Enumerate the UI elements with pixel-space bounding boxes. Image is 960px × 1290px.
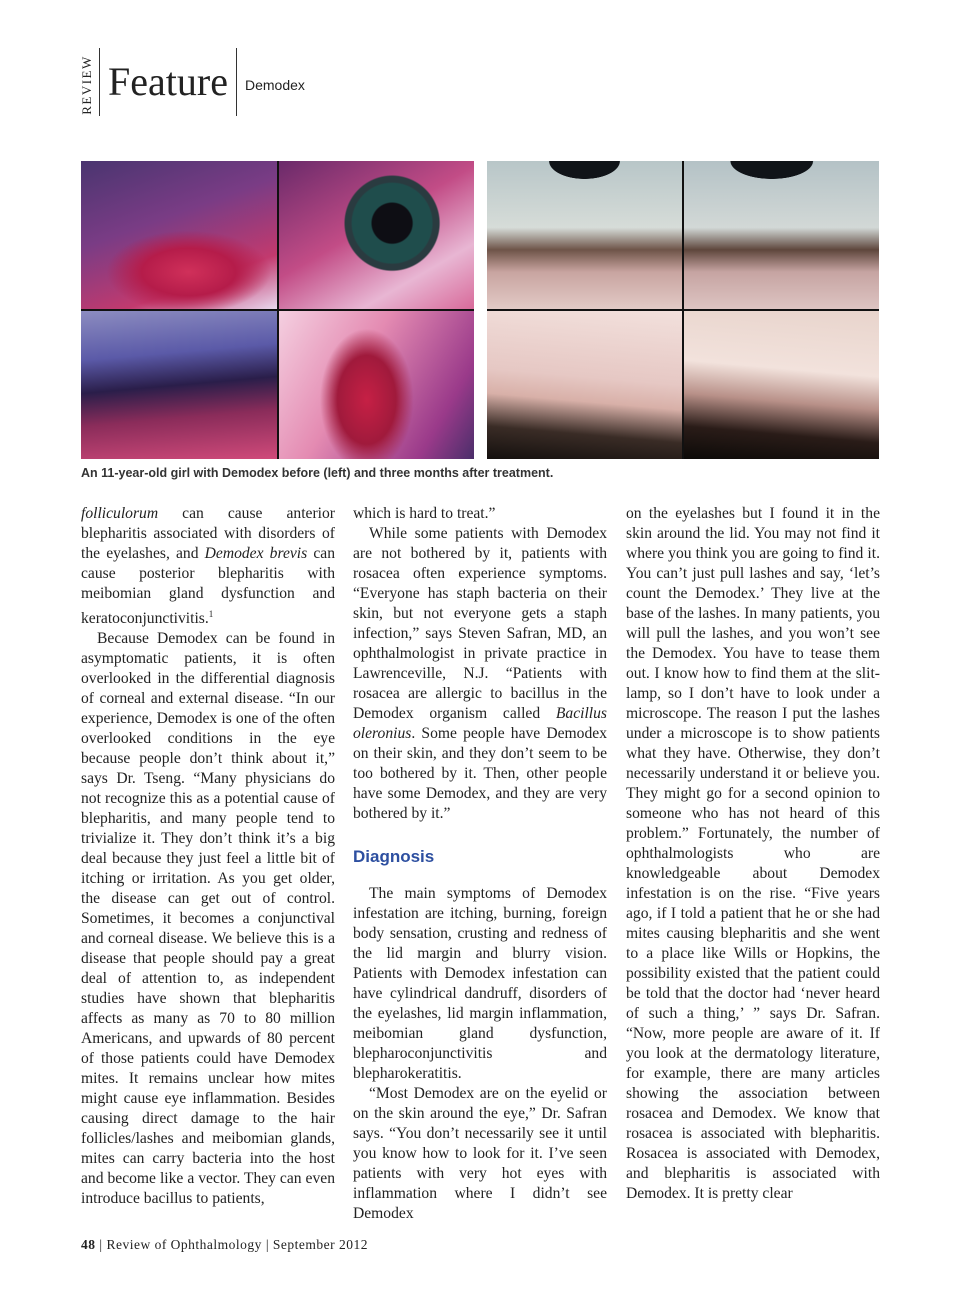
eye-photo [684, 311, 879, 459]
eye-photo [279, 311, 475, 459]
paragraph: The main symptoms of Demodex infestation are itching, burning, foreign body sensation, crusting and redness of the lid margin and blurry vision. Patients with Demodex infestation can have cylindrical dandruff, disorders of the eyelashes, lid margin inflammation, meibomian gland dysfunction, blepharoconjunctivitis and blepharokeratitis. [353, 885, 607, 1082]
eye-photo [279, 161, 475, 309]
header-divider [99, 48, 100, 116]
eye-photo [81, 311, 277, 459]
paragraph: on the eyelashes but I found it in the skin around the lid. You may not find it where you think you are going to find it. You can’t just pull lashes and say, ‘let’s count the Demodex.’ They live at the base of the lashes. In many patients, you will pull the lashes, and you won’t see the Demodex. You have to tease them out. I know how to find them at the slit-lamp, so I don’t have to look under a microscope. The reason I put the lashes under a microscope is to show patients what they have. Otherwise, they don’t necessarily understand it or believe you. They might go for a second opinion to someone who has not heard of this problem.” Fortunately, the number of ophthalmologists who are knowledgeable about Demodex infestation is on the rise. “Five years ago, if I told a patient that he or she had mites causing blepharitis and she went to a place like Wills or Hopkins, the possibility existed that the patient could be told that the doctor had ‘never heard of such a thing,’ ” says Dr. Safran. “Now, more people are aware of it. If you look at the dermatology literature, for example, there are many articles showing the association between rosacea and Demodex. We know that rosacea is associated with blepharitis. Rosacea is associated with Demodex, and blepharitis is associated with Demodex. It is pretty clear [626, 505, 880, 1202]
page-number: 48 [81, 1237, 96, 1252]
paragraph: which is hard to treat.” [353, 505, 496, 522]
after-treatment-photos [487, 161, 879, 459]
journal-name: Review of Ophthalmology [106, 1237, 262, 1252]
page-footer: 48 | Review of Ophthalmology | September 2012 [81, 1237, 368, 1252]
paragraph: “Most Demodex are on the eyelid or on the skin around the eye,” Dr. Safran says. “You don’t necessarily see it until you know how to look for it. I’ve seen patients with very hot eyes with inflammation where I didn’t see Demodex [353, 1085, 607, 1222]
header-divider [236, 48, 237, 116]
eye-photo [684, 161, 879, 309]
eye-photo [81, 161, 277, 309]
paragraph: Because Demodex can be found in asymptomatic patients, it is often overlooked in the differential diagnosis of corneal and external disease. “In our experience, Demodex is one of the often overlooked conditions in the eye because people don’t think about it,” says Dr. Tseng. “Many physicians do not recognize this as a potential cause of blepharitis, and many people tend to trivialize it. They don’t think it’s a big deal because they just feel a little bit of itching or irritation. As you get older, the disease can get out of control. Sometimes, it becomes a conjunctival and corneal disease. We believe this is a disease that people should pay a great deal of attention to, as independent studies have shown that blepharitis affects as many as 70 to 80 million Americans, and upwards of 80 percent of those patients could have Demodex mites. It remains unclear how mites might cause eye inflammation. Besides causing direct damage to the hair follicles/lashes and meibomian glands, mites can carry bacteria into the host and become like a vector. They can even introduce bacillus to patients, [81, 630, 335, 1208]
section-heading-diagnosis: Diagnosis [353, 847, 435, 866]
species-name: folliculorum [81, 505, 159, 522]
review-label-text: REVIEW [79, 55, 94, 115]
reference-marker: 1 [208, 609, 214, 619]
article-column-2 [353, 504, 607, 1224]
review-vertical-label [78, 52, 96, 118]
article-column-1 [81, 504, 335, 1209]
species-name: Bacillus oleronius [353, 705, 607, 742]
before-treatment-photos [81, 161, 474, 459]
eye-photo [487, 161, 682, 309]
eye-photo [487, 311, 682, 459]
issue-date: September 2012 [272, 1237, 368, 1252]
section-title: Feature [108, 59, 228, 104]
topic-label: Demodex [245, 77, 305, 93]
paragraph: folliculorum can cause anterior blepharitis associated with disorders of the eyelashes, and Demodex brevis can cause posterior blepharitis with meibomian gland dysfunction and keratoconjunctivitis.$^1$ [81, 505, 335, 628]
species-name: Demodex brevis [204, 545, 308, 562]
figure-caption: An 11-year-old girl with Demodex before (left) and three months after treatment. [81, 466, 554, 480]
paragraph: While some patients with Demodex are not bothered by it, patients with rosacea often experience symptoms. “Everyone has staph bacteria on their skin, but not everyone gets a staph infection,” says Steven Safran, MD, an ophthalmologist in private practice in Lawrenceville, N.J. “Patients with rosacea are allergic to bacillus in the Demodex organism called Bacillus oleronius. Some people have Demodex on their skin, and they don’t seem to be too bothered by it. Then, other people have some Demodex, and they are very bothered by it.” [353, 525, 607, 822]
article-column-3 [626, 504, 880, 1204]
